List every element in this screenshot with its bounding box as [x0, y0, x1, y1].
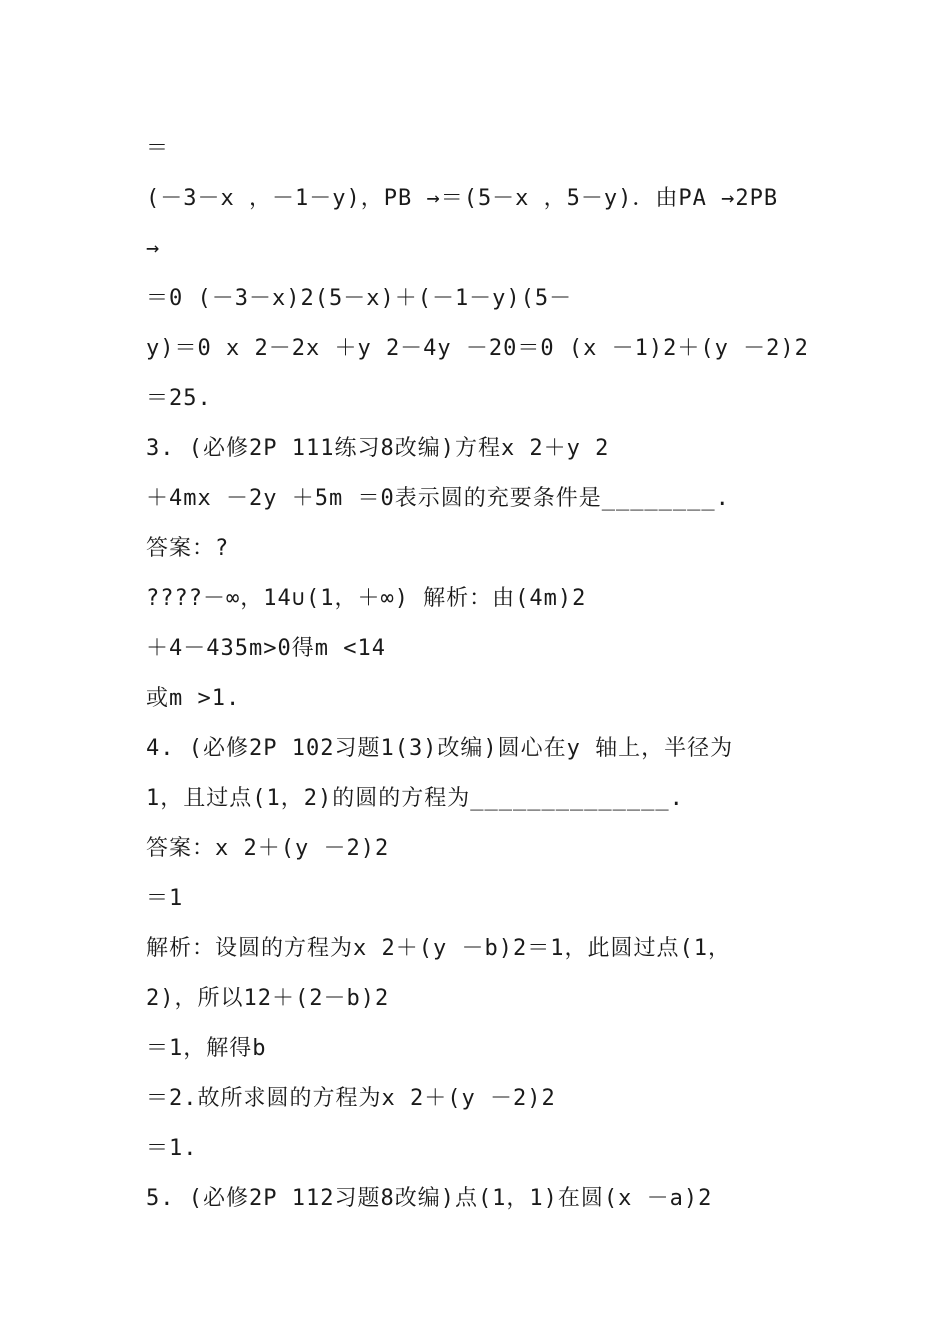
text-line: ＋4－435m>0得m <14: [146, 636, 386, 661]
text-line: y)＝0 x 2－2x ＋y 2－4y －20＝0 (x －1)2＋(y －2)2: [146, 336, 809, 361]
answer-label: 答案：?: [146, 536, 230, 561]
document-body: [146, 124, 826, 1224]
text-line: 1，且过点(1，2)的圆的方程为______________.: [146, 786, 684, 811]
text-line: ＝1: [146, 886, 184, 911]
analysis-text: 解析：设圆的方程为x 2＋(y －b)2＝1，此圆过点(1，: [146, 936, 731, 961]
text-line: ＝2.故所求圆的方程为x 2＋(y －2)2: [146, 1086, 556, 1111]
answer-label: 答案：x 2＋(y －2)2: [146, 836, 390, 861]
text-line: ＝0 (－3－x)2(5－x)＋(－1－y)(5－: [146, 286, 573, 311]
text-line: ＝1，解得b: [146, 1036, 267, 1061]
text-line: 2)，所以12＋(2－b)2: [146, 986, 390, 1011]
text-line: ＝: [146, 136, 170, 161]
question-4-heading: 4. (必修2P 102习题1(3)改编)圆心在y 轴上，半径为: [146, 736, 734, 761]
question-5-heading: 5. (必修2P 112习题8改编)点(1，1)在圆(x －a)2: [146, 1186, 713, 1211]
text-line: ????－∞，14∪(1，＋∞) 解析：由(4m)2: [146, 586, 587, 611]
text-line: ＝25.: [146, 386, 212, 411]
text-line: →: [146, 236, 161, 261]
text-line: 或m >1.: [146, 686, 241, 711]
question-3-heading: 3. (必修2P 111练习8改编)方程x 2＋y 2: [146, 436, 610, 461]
text-line: ＋4mx －2y ＋5m ＝0表示圆的充要条件是________.: [146, 486, 730, 511]
text-line: (－3－x ，－1－y)，PB →＝(5－x ，5－y)．由PA →2PB: [146, 186, 779, 211]
text-line: ＝1.: [146, 1136, 198, 1161]
